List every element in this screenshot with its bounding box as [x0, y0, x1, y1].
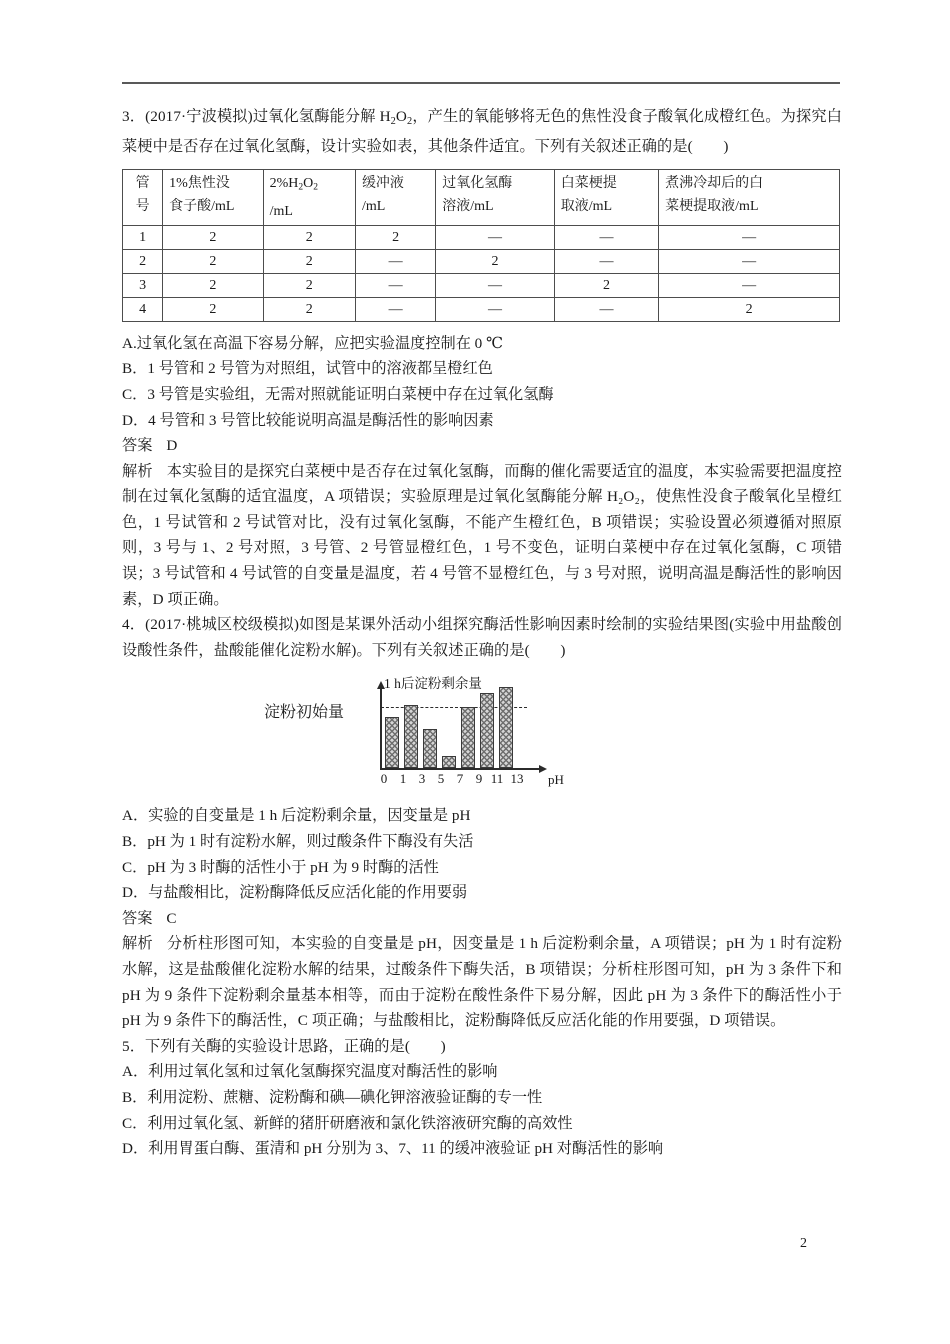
- q3-option-d: D．4 号管和 3 号管比较能说明高温是酶活性的影响因素: [122, 411, 494, 429]
- q5-option-a: A．利用过氧化氢和过氧化氢酶探究温度对酶活性的影响: [122, 1063, 498, 1081]
- header-line-1: 管: [135, 176, 150, 192]
- table-header-cell-boiled-extract: [659, 170, 840, 226]
- q4-answer-label: 答案: [122, 909, 153, 927]
- reference-line-label-box: [224, 699, 344, 722]
- header-line-1: 煮沸冷却后的白: [665, 176, 764, 192]
- cell-catalase: —: [436, 297, 554, 321]
- cell-h2o2: 2: [263, 249, 355, 273]
- cell-h2o2: 2: [263, 225, 355, 249]
- cell-boiled-extract: —: [659, 249, 840, 273]
- x-tick-11: 11: [490, 771, 504, 787]
- table-body: [123, 225, 840, 321]
- header-line-1: 过氧化氢酶: [442, 176, 513, 192]
- chart-x-axis-title: pH: [548, 772, 564, 788]
- cell-catalase: —: [436, 273, 554, 297]
- cell-catalase: 2: [436, 249, 554, 273]
- table-header-cell-pyrogallol: [163, 170, 263, 226]
- q5-option-d: D．利用胃蛋白酶、蛋清和 pH 分别为 3、7、11 的缓冲液验证 pH 对酶活性的影响: [122, 1140, 664, 1158]
- chart-y-axis-title: 1 h后淀粉剩余量: [384, 676, 482, 692]
- cell-pyrogallol: 2: [163, 225, 263, 249]
- cell-pyrogallol: 2: [163, 249, 263, 273]
- x-tick-5: 5: [437, 771, 445, 787]
- x-tick-1: 1: [399, 771, 407, 787]
- bar-ph-5: [423, 729, 437, 768]
- cell-h2o2: 2: [263, 297, 355, 321]
- q4-option-c: C．pH 为 3 时酶的活性小于 pH 为 9 时酶的活性: [122, 858, 439, 876]
- bar-ph-3: [404, 705, 418, 768]
- x-tick-0: 0: [380, 771, 388, 787]
- cell-tube: 3: [123, 273, 163, 297]
- q3-option-c: C．3 号管是实验组，无需对照就能证明白菜梗中存在过氧化氢酶: [122, 385, 554, 403]
- cell-boiled-extract: —: [659, 273, 840, 297]
- cell-buffer: 2: [355, 225, 435, 249]
- chart-plot-area: [263, 669, 652, 797]
- bar-ph-11: [480, 693, 494, 768]
- table-header-cell-buffer: [355, 170, 435, 226]
- header-line-2: 溶液/mL: [442, 199, 494, 215]
- cell-h2o2: 2: [263, 273, 355, 297]
- cell-pyrogallol: 2: [163, 273, 263, 297]
- table-row: [123, 249, 840, 273]
- q4-solution: [122, 931, 842, 1033]
- bar-ph-9: [461, 707, 475, 768]
- bar-ph-7: [442, 756, 456, 768]
- q3-solution-label: 解析: [122, 462, 153, 480]
- table-row: [123, 225, 840, 249]
- q3-stem-part2: O: [395, 108, 407, 125]
- question-4-stem: 4．(2017·桃城区校级模拟)如图是某课外活动小组探究酶活性影响因素时绘制的实验结果图(实验中用盐酸创设酸性条件，盐酸能催化淀粉水解)。下列有关叙述正确的是( ): [122, 616, 842, 659]
- starch-ph-bar-chart: [122, 669, 840, 797]
- cell-pyrogallol: 2: [163, 297, 263, 321]
- q3-option-a: A.过氧化氢在高温下容易分解，应把实验温度控制在 0 ℃: [122, 334, 504, 352]
- q3-stem-part3: ，产生的氧能够将无色的焦性没食子酸氧化成橙红色。为探究白菜梗中是否存在过氧化氢酶，设计实验如表，其他条件适宜。下列有关叙述正确的是( ): [122, 108, 842, 156]
- q4-option-b: B．pH 为 1 时有淀粉水解，则过酸条件下酶没有失活: [122, 833, 474, 851]
- bar-ph-1: [385, 717, 399, 768]
- header-line-2: /mL: [361, 199, 386, 215]
- cell-cabbage-extract: —: [554, 225, 658, 249]
- cell-tube: 4: [123, 297, 163, 321]
- x-tick-13: 13: [510, 771, 524, 787]
- cell-catalase: —: [436, 225, 554, 249]
- q3-answer: [122, 433, 842, 459]
- table-header-cell-catalase: [436, 170, 554, 226]
- header-rule: [122, 82, 840, 84]
- bar-ph-13: [499, 687, 513, 768]
- x-axis-line: [380, 768, 540, 770]
- q4-solution-text: 分析柱形图可知，本实验的自变量是 pH，因变量是 1 h 后淀粉剩余量，A 项错误；pH 为 1 时有淀粉水解，这是盐酸催化淀粉水解的结果，过酸条件下酶失活，B 项错误；分析柱形图可知，pH 为 3 条件下和 pH 为 9 条件下淀粉剩余量基本相等，而由于淀粉在酸性条件下易分解，因此 pH 为 3 条件下的酶活性小于 pH 为 9 条件下的酶活性，C 项正确；与盐酸相比，淀粉酶降低反应活化能的作用要强，D 项错误。: [122, 935, 842, 1030]
- q3-stem-sub-2: 2: [407, 115, 413, 127]
- experiment-table: [122, 169, 840, 322]
- header-line-2: 食子酸/mL: [169, 199, 235, 215]
- cell-tube: 1: [123, 225, 163, 249]
- q4-solution-label: 解析: [122, 935, 153, 953]
- header-line-1: $2\%H_2O_2$: [269, 176, 318, 193]
- q3-option-b: B．1 号管和 2 号管为对照组，试管中的溶液都呈橙红色: [122, 360, 493, 378]
- q3-answer-label: 答案: [122, 437, 153, 455]
- x-tick-3: 3: [418, 771, 426, 787]
- header-line-2: 菜梗提取液/mL: [665, 199, 759, 215]
- table-header-cell-tube: [123, 170, 163, 226]
- header-line-1: 缓冲液: [361, 176, 404, 192]
- table-row: [123, 297, 840, 321]
- q3-stem-sub-1: 2: [390, 115, 396, 127]
- q4-answer-value: C: [166, 909, 177, 927]
- header-line-2: 取液/mL: [560, 199, 613, 215]
- header-line-1: 白菜梗提: [560, 176, 617, 192]
- table-header-row: [123, 170, 840, 226]
- q3-solution-text: 本实验目的是探究白菜梗中是否存在过氧化氢酶，而酶的催化需要适宜的温度，本实验需要把温度控制在过氧化氢酶的适宜温度，A 项错误；实验原理是过氧化氢酶能分解 H₂O₂，使焦性没食子酸氧化呈橙红色，1 号试管和 2 号试管对比，没有过氧化氢酶，不能产生橙红色，B 项错误；实验设置必须遵循对照原则，3 号与 1、2 号对照，3 号管、2 号管显橙红色，1 号不变色，证明白菜梗中存在过氧化氢酶，C 项错误；3 号试管和 4 号试管的自变量是温度，若 4 号管不显橙红色，与 3 号对照，说明高温是酶活性的影响因素，D 项正确。: [122, 462, 842, 608]
- cell-buffer: —: [355, 297, 435, 321]
- q3-answer-value: D: [166, 437, 178, 455]
- x-tick-7: 7: [456, 771, 464, 787]
- chart-bars: [382, 687, 542, 768]
- header-line-1: 1%焦性没: [169, 176, 230, 192]
- cell-buffer: —: [355, 273, 435, 297]
- q4-option-d: D．与盐酸相比，淀粉酶降低反应活化能的作用要弱: [122, 884, 468, 902]
- q3-stem-part1: 3．(2017·宁波模拟)过氧化氢酶能分解 H: [122, 108, 391, 125]
- x-tick-9: 9: [475, 771, 483, 787]
- table-header-cell-cabbage-extract: [554, 170, 658, 226]
- cell-boiled-extract: 2: [659, 297, 840, 321]
- q3-solution: [122, 459, 842, 613]
- q5-option-c: C．利用过氧化氢、新鲜的猪肝研磨液和氯化铁溶液研究酶的高效性: [122, 1114, 573, 1132]
- question-3-stem: [122, 104, 842, 160]
- chart-x-tick-labels: [372, 771, 552, 789]
- q4-answer: [122, 906, 842, 932]
- q4-option-a: A．实验的自变量是 1 h 后淀粉剩余量，因变量是 pH: [122, 807, 471, 825]
- cell-cabbage-extract: —: [554, 297, 658, 321]
- cell-boiled-extract: —: [659, 225, 840, 249]
- table-row: [123, 273, 840, 297]
- cell-tube: 2: [123, 249, 163, 273]
- header-line-2: 号: [135, 199, 150, 215]
- cell-cabbage-extract: 2: [554, 273, 658, 297]
- header-line-2: /mL: [269, 203, 293, 219]
- page-content: [122, 104, 842, 1162]
- reference-line-label: 淀粉初始量: [263, 704, 344, 722]
- q5-option-b: B．利用淀粉、蔗糖、淀粉酶和碘—碘化钾溶液验证酶的专一性: [122, 1088, 543, 1106]
- cell-cabbage-extract: —: [554, 249, 658, 273]
- question-5-stem: 5．下列有关酶的实验设计思路，正确的是( ): [122, 1037, 446, 1055]
- table-header-cell-h2o2: [263, 170, 355, 226]
- cell-buffer: —: [355, 249, 435, 273]
- page-number: 2: [800, 1236, 807, 1251]
